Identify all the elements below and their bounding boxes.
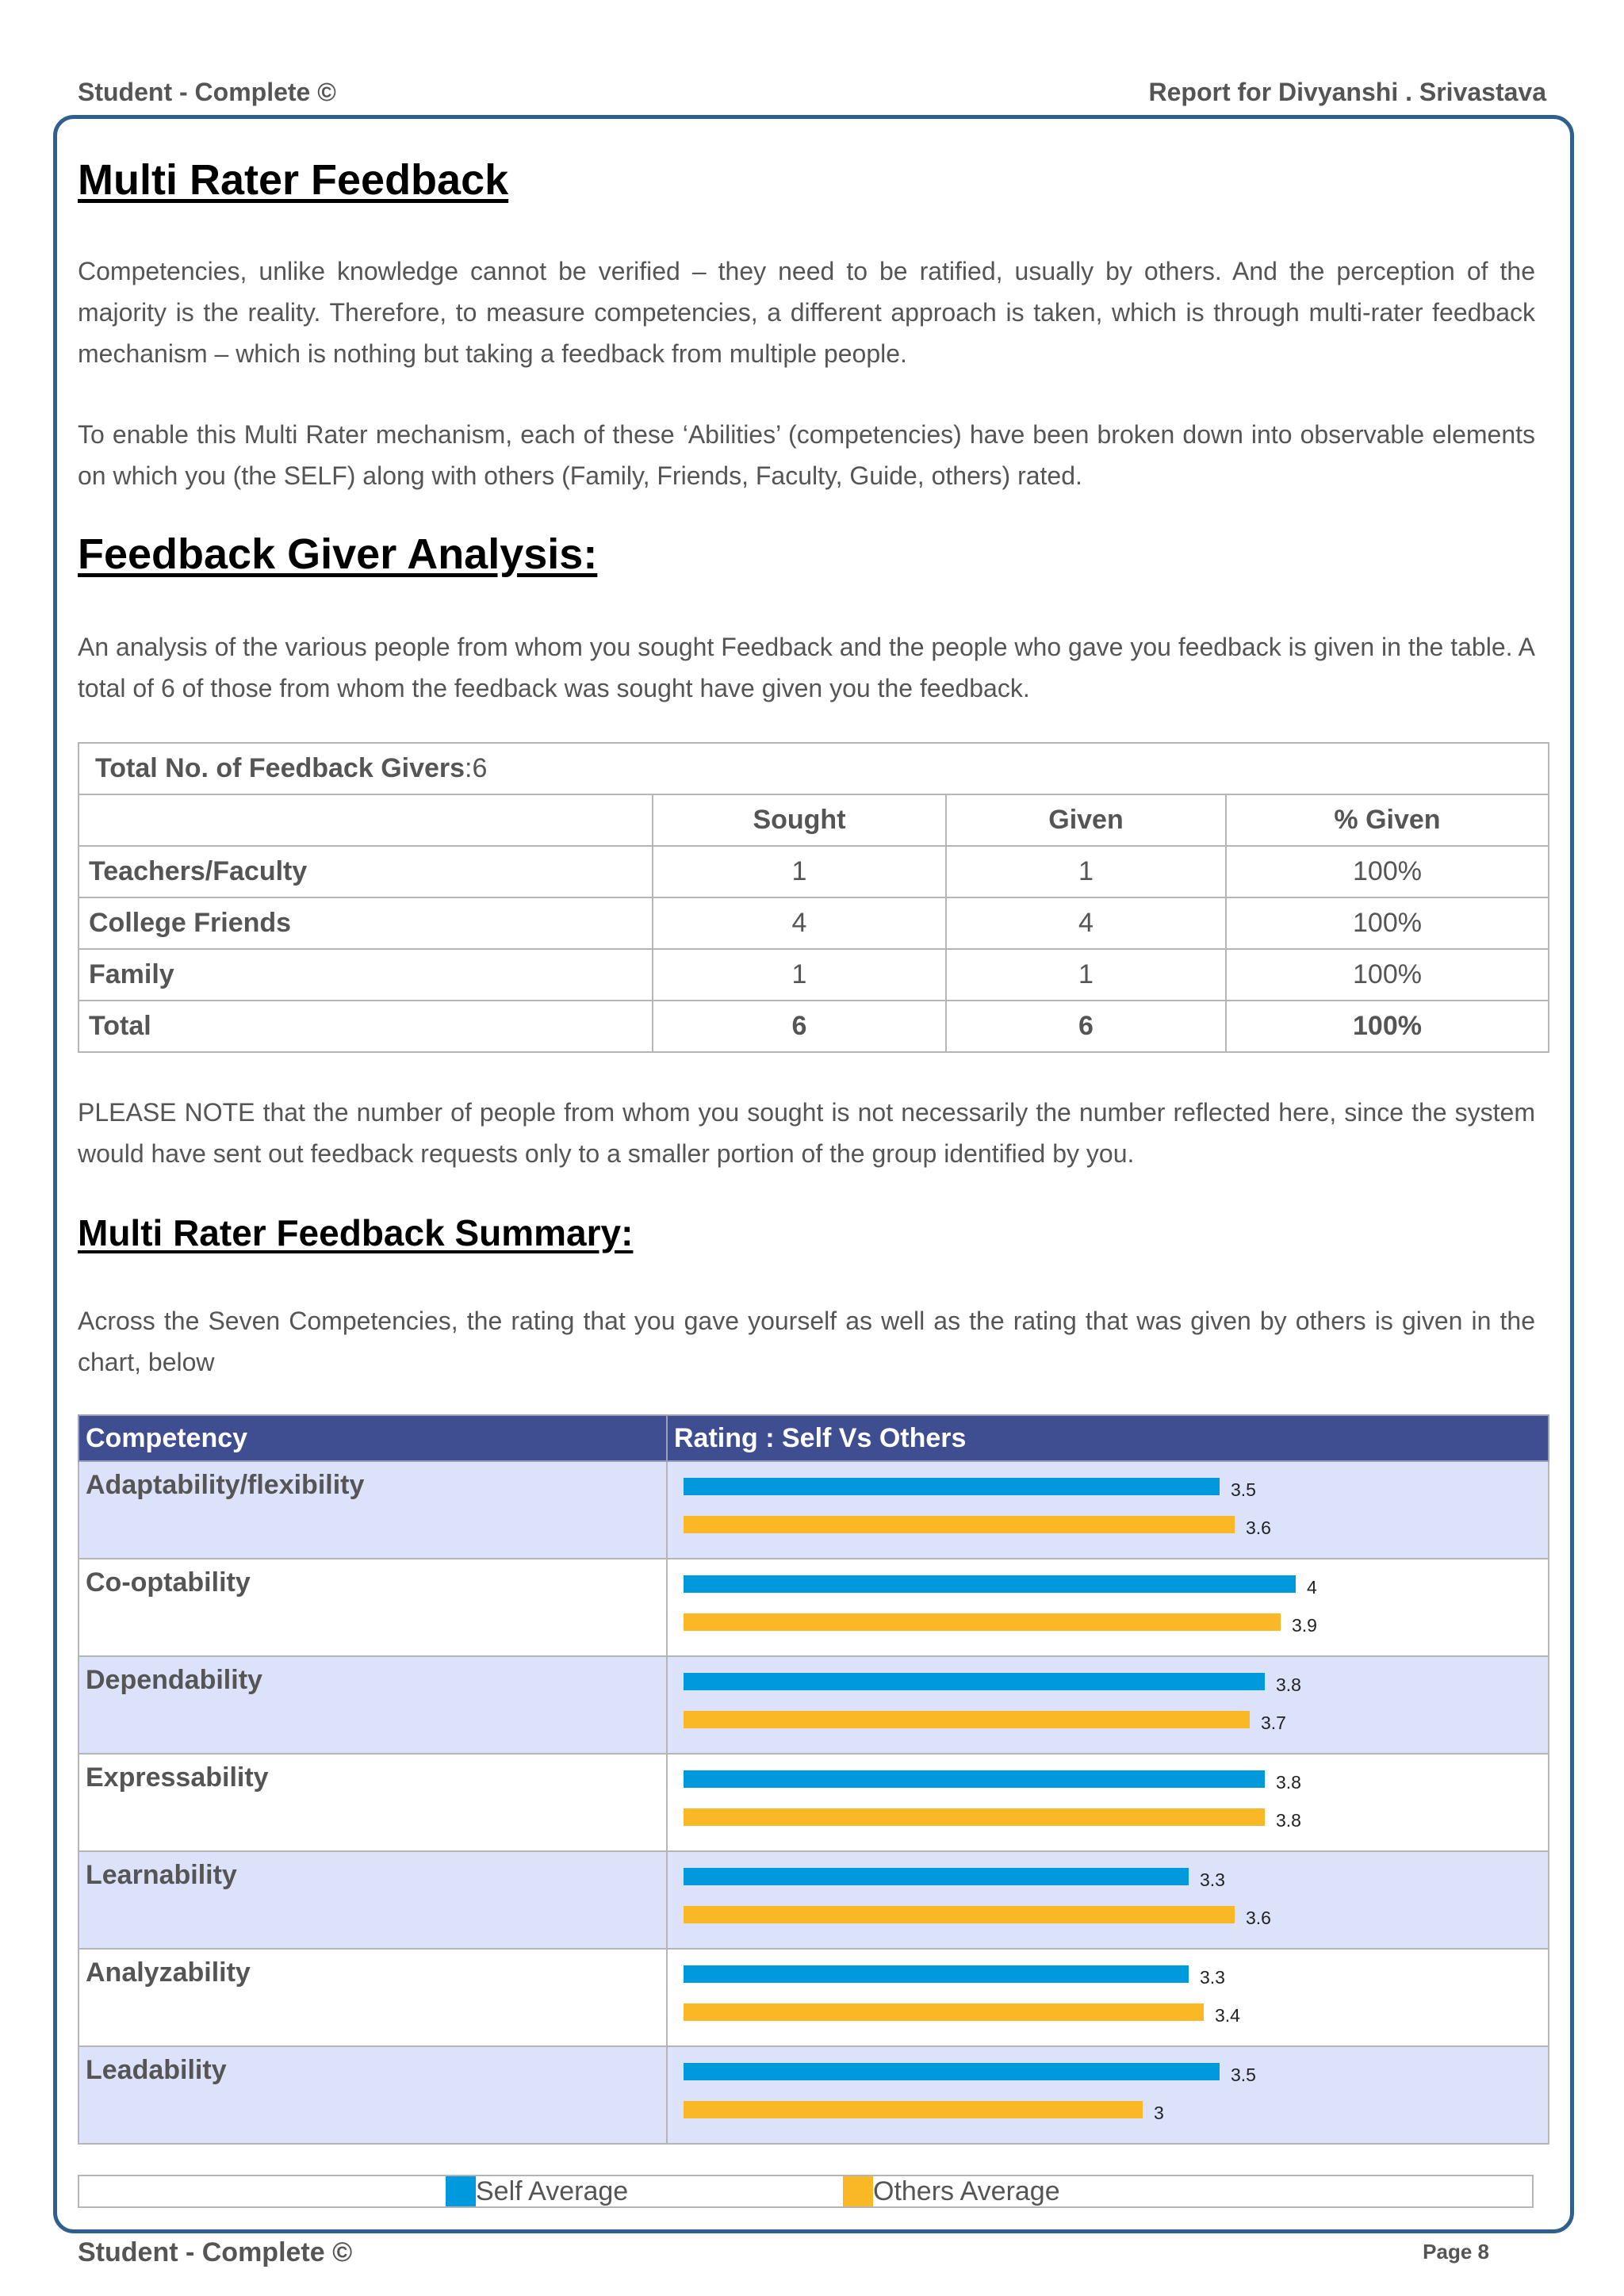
others-average-bar xyxy=(684,1711,1250,1728)
cell-sought: 6 xyxy=(653,1001,946,1052)
rating-bars-cell xyxy=(667,1461,1549,1559)
rating-bars-cell xyxy=(667,1851,1549,1949)
column-header-rating: Rating : Self Vs Others xyxy=(667,1415,1549,1461)
self-average-bar xyxy=(684,1575,1296,1593)
competency-row xyxy=(79,1851,1549,1949)
section-title-multi-rater: Multi Rater Feedback xyxy=(78,156,509,204)
competency-name: Co-optability xyxy=(79,1559,667,1656)
others-average-bar xyxy=(684,1808,1265,1826)
others-average-bar xyxy=(684,2101,1143,2118)
others-average-bar xyxy=(684,2003,1204,2021)
legend-others-label: Others Average xyxy=(873,2175,1060,2206)
others-average-value-label: 3.8 xyxy=(1276,1810,1301,1831)
others-average-bar xyxy=(684,1906,1235,1923)
rating-bars-cell xyxy=(667,1656,1549,1754)
legend-others-swatch xyxy=(843,2176,873,2206)
header-left: Student - Complete © xyxy=(78,78,336,106)
section-title-summary: Multi Rater Feedback Summary: xyxy=(78,1212,634,1253)
please-note-paragraph: PLEASE NOTE that the number of people from whom you sought is not necessarily the number reflected here, since the system would have sent out feedback requests only to a smaller portion of the group identified by you. xyxy=(78,1098,1535,1168)
cell-pct: 100% xyxy=(1226,949,1549,1001)
rating-bars-cell xyxy=(667,2046,1549,2144)
others-average-value-label: 3.4 xyxy=(1215,2005,1240,2026)
competency-rows xyxy=(79,1461,1549,2144)
self-average-bar xyxy=(684,2063,1220,2080)
self-average-value-label: 3.5 xyxy=(1231,1479,1256,1500)
column-header-blank xyxy=(79,794,653,846)
cell-sought: 4 xyxy=(653,897,946,949)
section-title-feedback-giver: Feedback Giver Analysis: xyxy=(78,530,598,578)
cell-pct: 100% xyxy=(1226,897,1549,949)
competency-name: Analyzability xyxy=(79,1949,667,2046)
cell-given: 1 xyxy=(946,846,1226,897)
competency-name: Expressability xyxy=(79,1754,667,1851)
others-average-value-label: 3.9 xyxy=(1292,1615,1317,1636)
legend-self-swatch xyxy=(446,2176,476,2206)
chart-legend xyxy=(78,2175,1534,2208)
competency-row xyxy=(79,1656,1549,1754)
cell-pct: 100% xyxy=(1226,846,1549,897)
self-average-bar xyxy=(684,1965,1189,1983)
analysis-paragraph: An analysis of the various people from whom you sought Feedback and the people who gave you feedback is given in the table. A total of 6 of those from whom the feedback was sought have given you the feedback. xyxy=(78,633,1535,702)
legend-self-label: Self Average xyxy=(476,2175,629,2206)
mechanism-paragraph: To enable this Multi Rater mechanism, each of these ‘Abilities’ (competencies) have been broken down into observable elements on which you (the SELF) along with others (Family, Friends, Faculty, Guide, others) rated. xyxy=(78,420,1535,490)
row-label: Teachers/Faculty xyxy=(79,846,653,897)
header-report-title: Report for Divyanshi . Srivastava xyxy=(1148,78,1546,106)
rating-bars-cell xyxy=(667,1949,1549,2046)
rating-bars-cell xyxy=(667,1754,1549,1851)
table-row xyxy=(79,949,1549,1001)
others-average-value-label: 3 xyxy=(1154,2103,1164,2123)
competency-chart-table xyxy=(78,1414,1549,2145)
competency-name: Dependability xyxy=(79,1656,667,1754)
self-average-value-label: 3.5 xyxy=(1231,2064,1256,2085)
competency-name: Adaptability/flexibility xyxy=(79,1461,667,1559)
column-header-pct-given: % Given xyxy=(1226,794,1549,846)
competency-row xyxy=(79,1754,1549,1851)
summary-paragraph: Across the Seven Competencies, the rating that you gave yourself as well as the rating that was given by others is given in the chart, below xyxy=(78,1307,1535,1376)
self-average-value-label: 3.3 xyxy=(1200,1869,1225,1890)
column-header-given: Given xyxy=(946,794,1226,846)
competency-row xyxy=(79,1461,1549,1559)
competency-name: Learnability xyxy=(79,1851,667,1949)
legend-others xyxy=(843,2176,1060,2206)
rating-bars-cell xyxy=(667,1559,1549,1656)
self-average-bar xyxy=(684,1770,1265,1788)
row-label: Family xyxy=(79,949,653,1001)
footer-left: Student - Complete © xyxy=(78,2237,353,2267)
self-average-value-label: 4 xyxy=(1307,1577,1317,1598)
self-average-value-label: 3.8 xyxy=(1276,1674,1301,1695)
others-average-bar xyxy=(684,1613,1281,1631)
table-row xyxy=(79,846,1549,897)
page-number: Page 8 xyxy=(1423,2240,1489,2263)
others-average-value-label: 3.7 xyxy=(1261,1712,1286,1733)
competency-row xyxy=(79,1559,1549,1656)
self-average-bar xyxy=(684,1868,1189,1885)
feedback-givers-table xyxy=(78,742,1549,1053)
others-average-value-label: 3.6 xyxy=(1246,1908,1271,1928)
cell-given: 4 xyxy=(946,897,1226,949)
cell-pct: 100% xyxy=(1226,1001,1549,1052)
others-average-bar xyxy=(684,1516,1235,1533)
cell-sought: 1 xyxy=(653,949,946,1001)
competency-row xyxy=(79,2046,1549,2144)
total-givers-label: Total No. of Feedback Givers xyxy=(95,753,465,783)
row-label: College Friends xyxy=(79,897,653,949)
others-average-value-label: 3.6 xyxy=(1246,1517,1271,1538)
table-row xyxy=(79,897,1549,949)
self-average-bar xyxy=(684,1478,1220,1495)
total-givers-value: :6 xyxy=(465,753,488,783)
legend-self xyxy=(446,2176,628,2206)
self-average-value-label: 3.8 xyxy=(1276,1772,1301,1793)
table-row-total xyxy=(79,1001,1549,1052)
cell-given: 6 xyxy=(946,1001,1226,1052)
competency-name: Leadability xyxy=(79,2046,667,2144)
self-average-value-label: 3.3 xyxy=(1200,1967,1225,1988)
row-label: Total xyxy=(79,1001,653,1052)
column-header-competency: Competency xyxy=(79,1415,667,1461)
total-givers-cell xyxy=(79,743,1549,794)
column-header-sought: Sought xyxy=(653,794,946,846)
competency-row xyxy=(79,1949,1549,2046)
self-average-bar xyxy=(684,1673,1265,1690)
intro-paragraph: Competencies, unlike knowledge cannot be verified – they need to be ratified, usually by others. And the perception of the majority is the reality. Therefore, to measure competencies, a different approach is taken, which is through multi-rater feedback mechanism – which is nothing but taking a feedback from multiple people. xyxy=(78,257,1535,368)
cell-given: 1 xyxy=(946,949,1226,1001)
cell-sought: 1 xyxy=(653,846,946,897)
